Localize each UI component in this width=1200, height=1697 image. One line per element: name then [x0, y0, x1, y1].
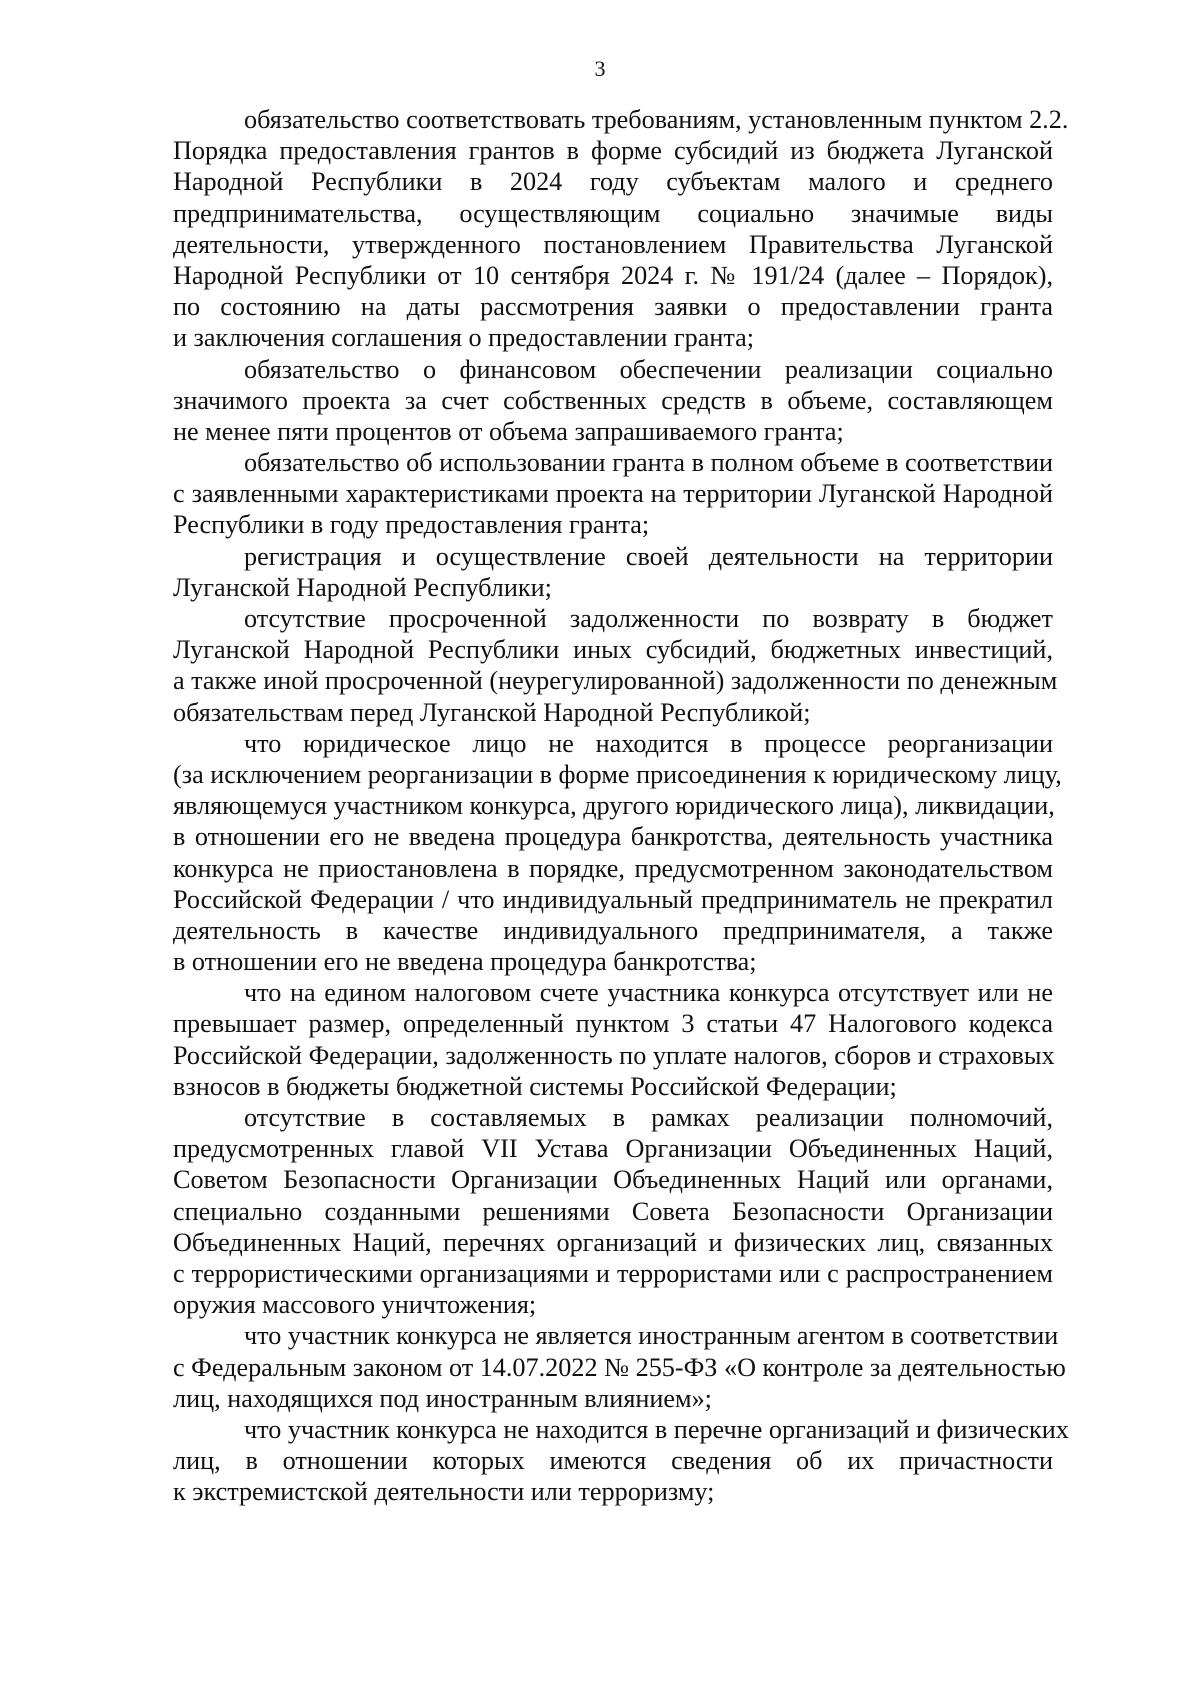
paragraph-line: предусмотренных главой VII Устава Организации Объединенных Наций,	[173, 1134, 1053, 1164]
paragraph	[173, 541, 1053, 603]
paragraph-line: отсутствие в составляемых в рамках реализации полномочий,	[244, 1103, 1053, 1132]
paragraph-line: специально созданными решениями Совета Безопасности Организации	[173, 1196, 1053, 1226]
paragraph-line: (за исключением реорганизации в форме присоединения к юридическому лицу,	[173, 759, 1062, 789]
paragraph-line: значимого проекта за счет собственных средств в объеме, составляющем	[173, 385, 1053, 415]
paragraph-line: конкурса не приостановлена в порядке, предусмотренном законодательством	[173, 853, 1053, 883]
paragraph-line: что юридическое лицо не находится в процессе реорганизации	[244, 728, 1053, 758]
paragraph	[173, 603, 1058, 728]
paragraph	[173, 1102, 1053, 1320]
paragraph	[173, 1320, 1066, 1414]
paragraph	[173, 1414, 1069, 1508]
paragraph-line: отсутствие просроченной задолженности по возврату в бюджет	[244, 604, 1053, 633]
paragraph-line: по состоянию на даты рассмотрения заявки о предоставлении гранта	[173, 292, 1053, 322]
paragraph-line: предпринимательства, осуществляющим социально значимые виды	[173, 198, 1053, 228]
paragraph-line: взносов в бюджеты бюджетной системы Российской Федерации;	[173, 1071, 897, 1101]
paragraph-line: что на едином налоговом счете участника конкурса отсутствует или не	[244, 978, 1053, 1008]
paragraph-line: превышает размер, определенный пунктом 3 статьи 47 Налогового кодекса	[173, 1009, 1053, 1039]
page-number: 3	[594, 56, 606, 81]
paragraph-line: Российской Федерации, задолженность по уплате налогов, сборов и страховых	[173, 1040, 1055, 1070]
paragraph-line: Российской Федерации / что индивидуальный предприниматель не прекратил	[173, 884, 1053, 914]
paragraph-line: оружия массового уничтожения;	[173, 1290, 537, 1320]
paragraph-line: Республики в году предоставления гранта;	[173, 510, 650, 540]
paragraph-line: Луганской Народной Республики иных субсидий, бюджетных инвестиций,	[173, 635, 1053, 665]
paragraph-line: деятельность в качестве индивидуального предпринимателя, а также	[173, 915, 1053, 945]
paragraph-line: Народной Республики в 2024 году субъектам малого и среднего	[173, 167, 1053, 197]
paragraph-line: лиц, в отношении которых имеются сведения об их причастности	[173, 1446, 1053, 1476]
paragraph-line: обязательствам перед Луганской Народной Республикой;	[173, 697, 811, 727]
paragraph	[173, 447, 1053, 541]
document-body	[173, 104, 1069, 1507]
paragraph	[173, 104, 1069, 354]
paragraph-line: лиц, находящихся под иностранным влиянием»;	[173, 1383, 712, 1413]
paragraph-line: что участник конкурса не находится в перечне организаций и физических	[244, 1414, 1069, 1444]
paragraph-line: что участник конкурса не является иностранным агентом в соответствии	[244, 1321, 1059, 1351]
paragraph-line: обязательство о финансовом обеспечении реализации социально	[244, 354, 1053, 384]
paragraph-line: являющемуся участником конкурса, другого юридического лица), ликвидации,	[173, 791, 1055, 821]
paragraph-line: Луганской Народной Республики;	[173, 572, 552, 602]
paragraph-line: к экстремистской деятельности или терроризму;	[173, 1477, 715, 1507]
paragraph-line: Народной Республики от 10 сентября 2024 г. № 191/24 (далее – Порядок),	[173, 260, 1053, 290]
paragraph-line: а также иной просроченной (неурегулированной) задолженности по денежным	[173, 666, 1058, 696]
paragraph	[173, 728, 1062, 978]
paragraph-line: регистрация и осуществление своей деятельности на территории	[244, 541, 1053, 571]
paragraph-line: в отношении его не введена процедура банкротства, деятельность участника	[173, 822, 1053, 852]
paragraph-line: с Федеральным законом от 14.07.2022 № 255-ФЗ «О контроле за деятельностью	[173, 1352, 1066, 1382]
paragraph-line: Объединенных Наций, перечнях организаций и физических лиц, связанных	[173, 1227, 1053, 1257]
paragraph-line: не менее пяти процентов от объема запрашиваемого гранта;	[173, 416, 844, 446]
paragraph-line: обязательство об использовании гранта в полном объеме в соответствии	[244, 448, 1053, 478]
paragraph-line: Порядка предоставления грантов в форме субсидий из бюджета Луганской	[173, 136, 1053, 166]
paragraph-line: и заключения соглашения о предоставлении гранта;	[173, 323, 755, 353]
paragraph-line: с террористическими организациями и террористами или с распространением	[173, 1258, 1053, 1288]
paragraph-line: в отношении его не введена процедура банкротства;	[173, 947, 757, 977]
paragraph	[173, 977, 1053, 1102]
paragraph-line: с заявленными характеристиками проекта на территории Луганской Народной	[173, 479, 1053, 509]
paragraph-line: обязательство соответствовать требованиям, установленным пунктом 2.2.	[244, 105, 1069, 134]
paragraph-line: Советом Безопасности Организации Объединенных Наций или органами,	[173, 1165, 1053, 1195]
paragraph	[173, 354, 1053, 448]
paragraph-line: деятельности, утвержденного постановлением Правительства Луганской	[173, 229, 1053, 259]
